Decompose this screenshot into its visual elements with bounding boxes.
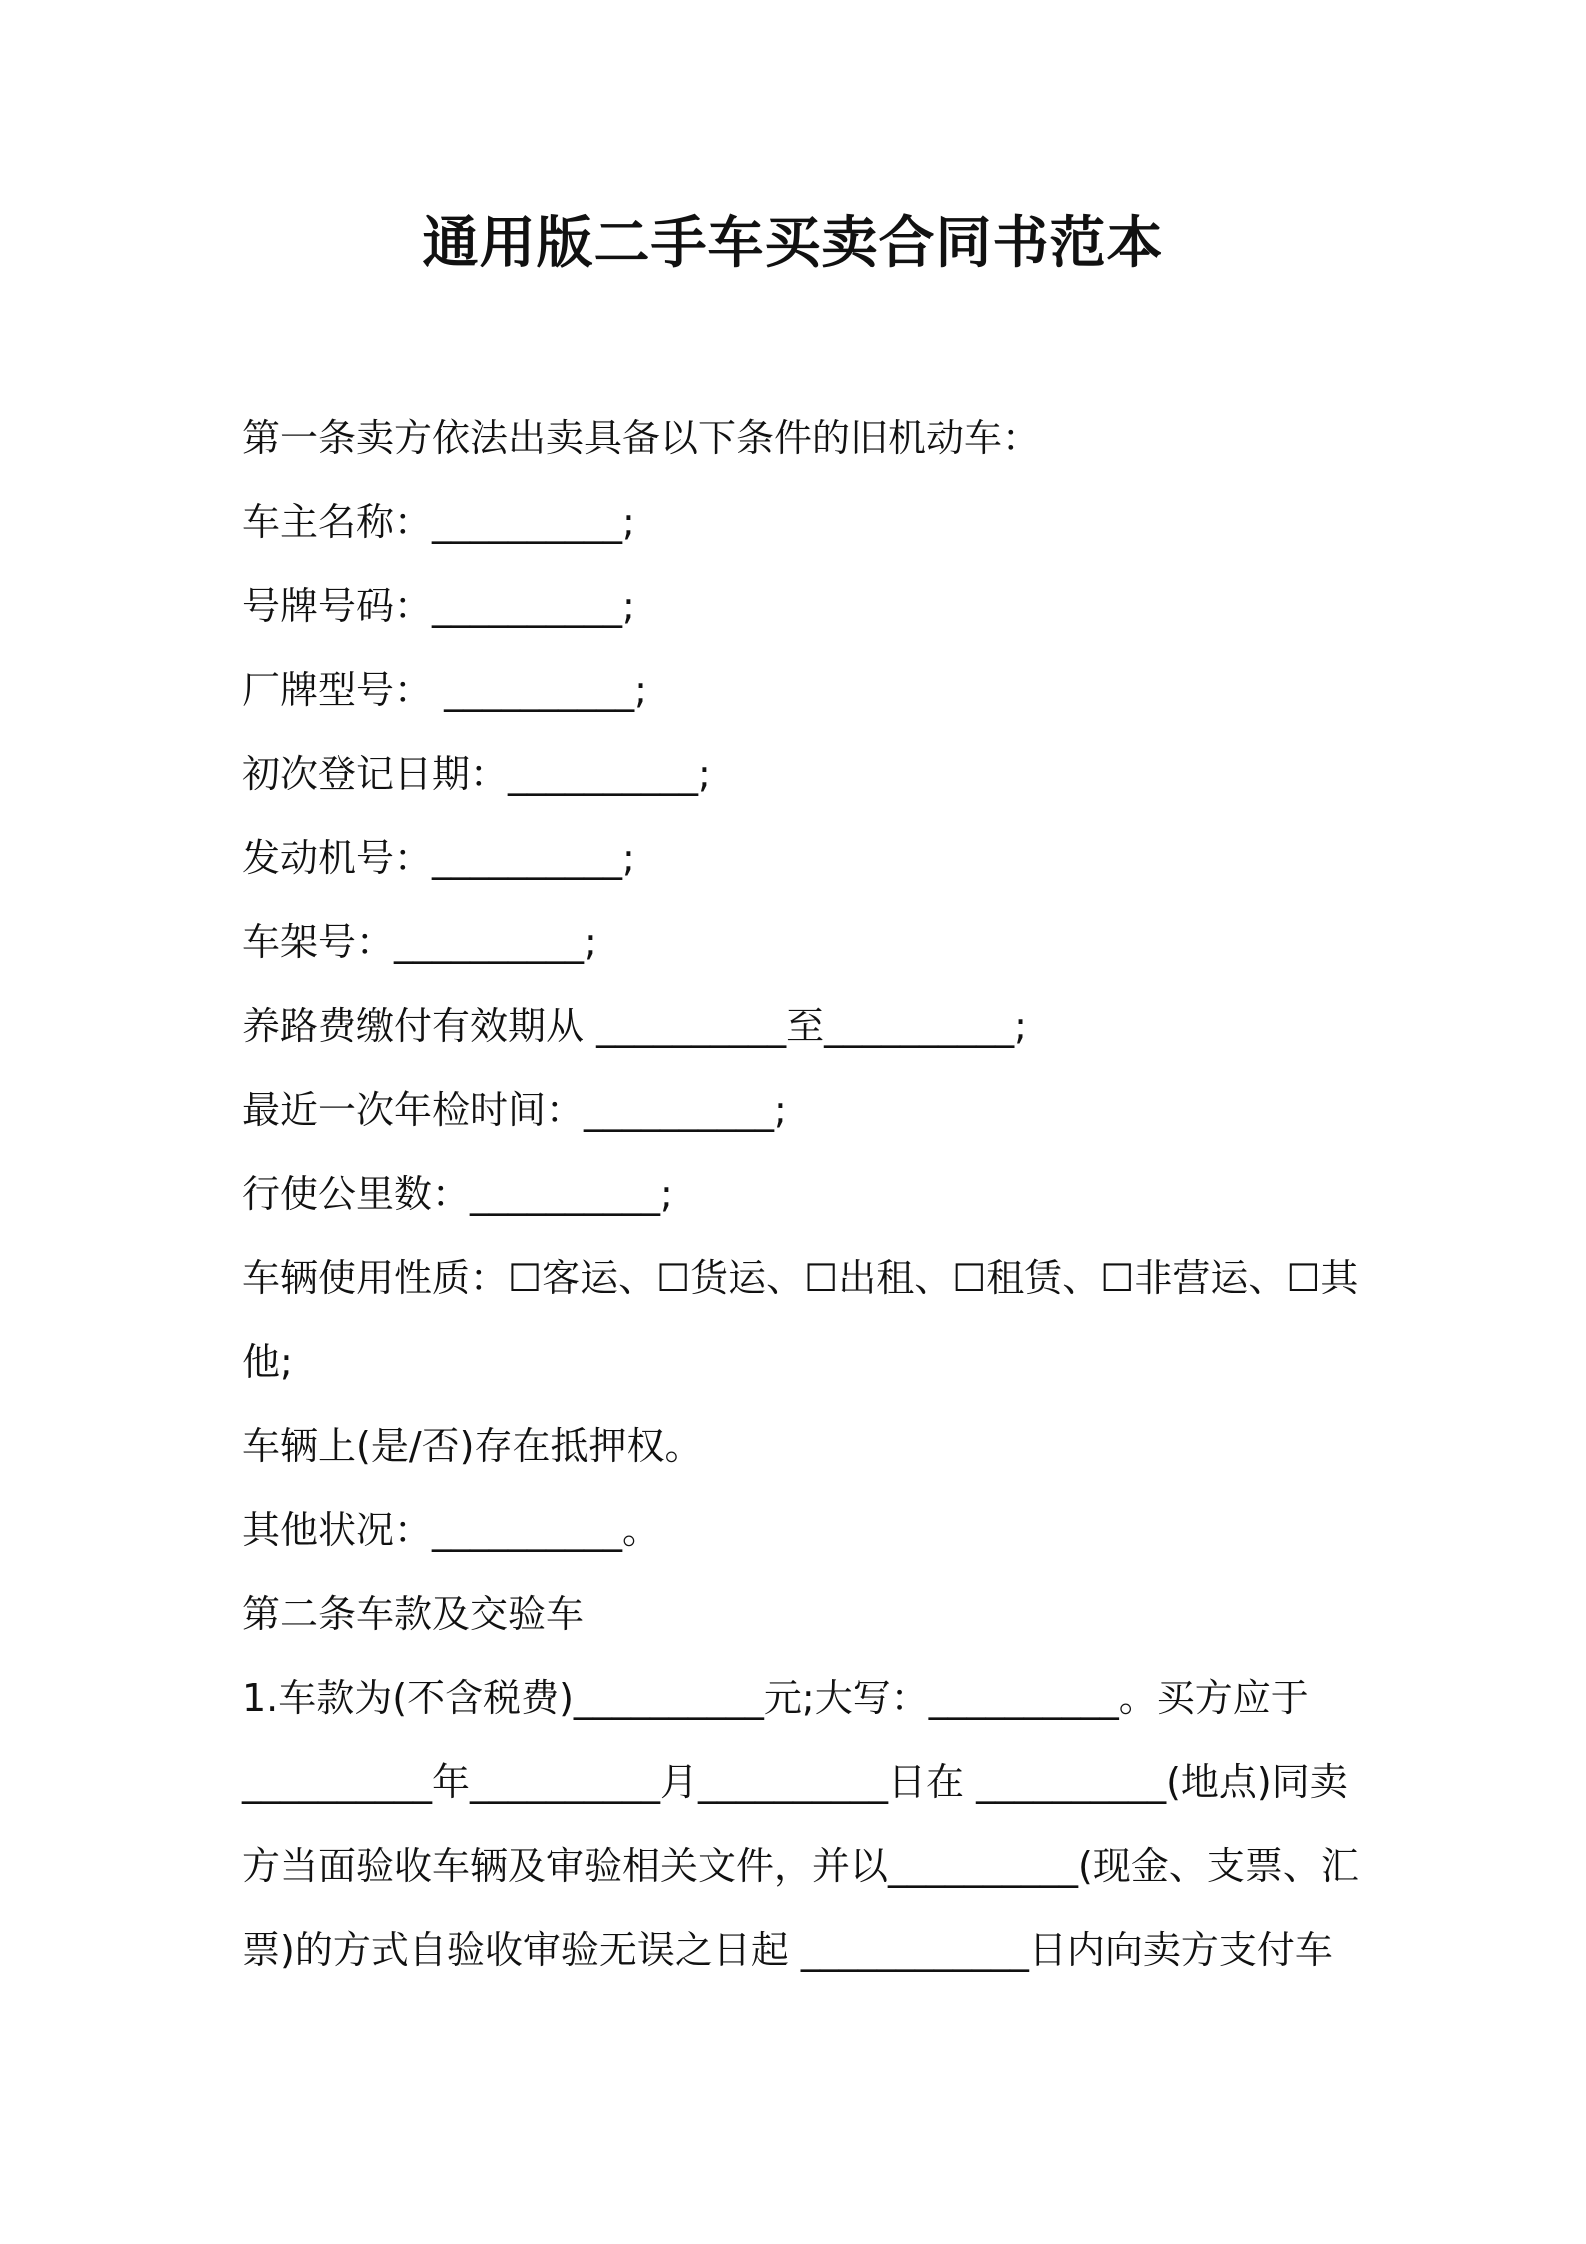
mortgage-line: 车辆上(是/否)存在抵押权。 [242,1424,703,1468]
owner-name-line: 车主名称：__________; [242,500,635,544]
payment-line-2: __________年__________月__________日在 __________(地点)同卖 [242,1760,1348,1804]
last-inspection-line: 最近一次年检时间：__________; [242,1088,787,1132]
payment-line-4: 票)的方式自验收审验无误之日起 ____________日内向卖方支付车 [242,1928,1333,1972]
first-registration-date-line: 初次登记日期：__________; [242,752,711,796]
payment-line-3: 方当面验收车辆及审验相关文件，并以__________(现金、支票、汇 [242,1844,1359,1888]
brand-model-line: 厂牌型号： __________; [242,668,647,712]
other-conditions-line: 其他状况：__________。 [242,1508,661,1552]
clause-1-heading: 第一条卖方依法出卖具备以下条件的旧机动车： [242,416,1041,460]
document-title: 通用版二手车买卖合同书范本 [422,211,1164,276]
clause-2-heading: 第二条车款及交验车 [242,1592,585,1636]
usage-nature-line: 车辆使用性质：☐客运、☐货运、☐出租、☐租赁、☐非营运、☐其 [242,1256,1359,1300]
usage-nature-line-cont: 他; [242,1340,293,1384]
payment-line-1: 1.车款为(不含税费)__________元;大写：__________。买方应于 [242,1676,1309,1720]
engine-number-line: 发动机号：__________; [242,836,635,880]
plate-number-line: 号牌号码：__________; [242,584,635,628]
frame-number-line: 车架号：__________; [242,920,597,964]
road-fee-validity-line: 养路费缴付有效期从 __________至__________; [242,1004,1027,1048]
mileage-line: 行使公里数：__________; [242,1172,673,1216]
